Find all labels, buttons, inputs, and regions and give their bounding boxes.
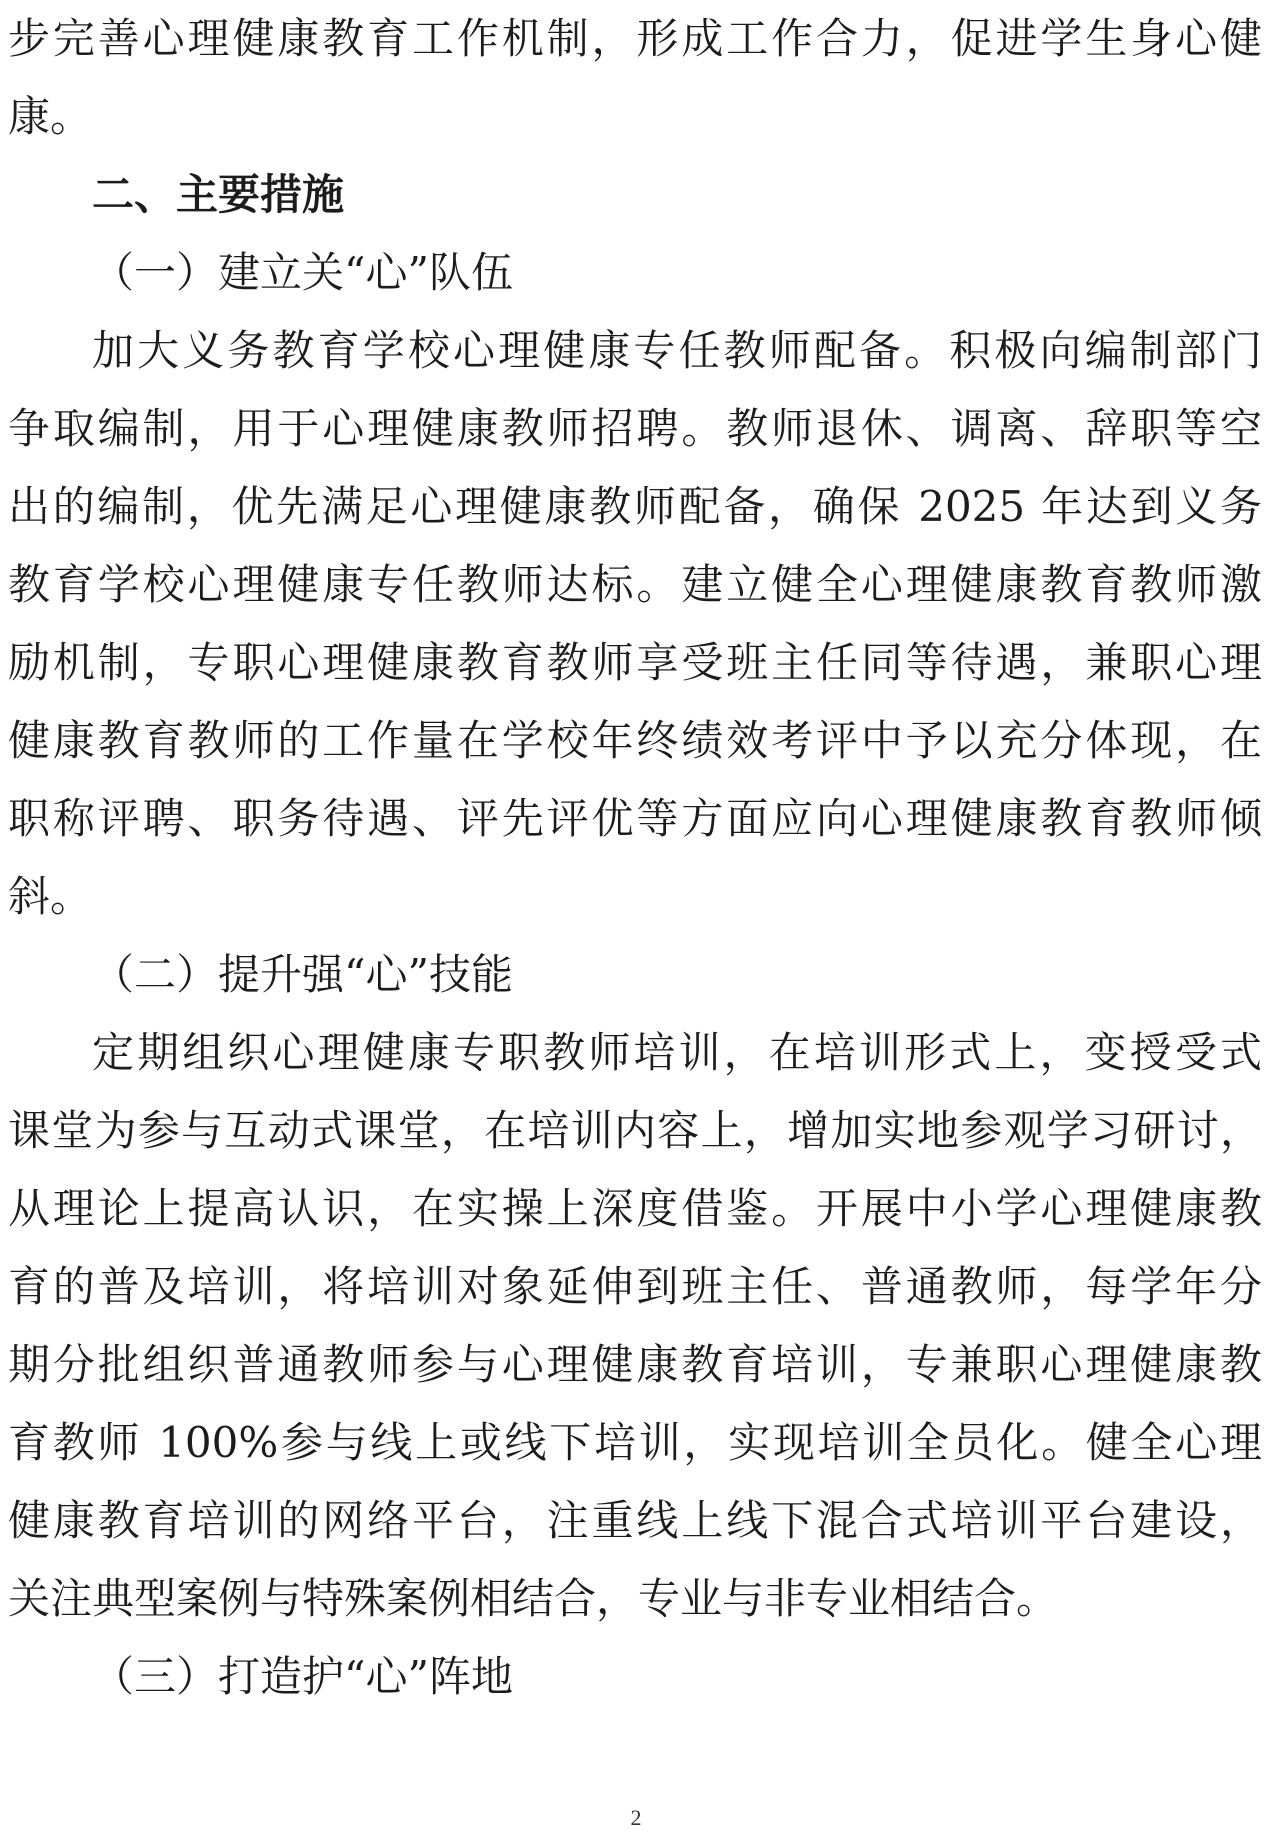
paragraph-line: 健康教育教师的工作量在学校年终绩效考评中予以充分体现，在 [8, 716, 1262, 765]
paragraph-line: 健康教育培训的网络平台，注重线上线下混合式培训平台建设， [8, 1496, 1262, 1545]
paragraph-line: 励机制，专职心理健康教育教师享受班主任同等待遇，兼职心理 [8, 638, 1262, 687]
subsection-heading: （二）提升强“心”技能 [92, 950, 513, 999]
paragraph-line: 定期组织心理健康专职教师培训，在培训形式上，变授受式 [92, 1028, 1262, 1077]
paragraph-line: 职称评聘、职务待遇、评先评优等方面应向心理健康教育教师倾 [8, 794, 1262, 843]
paragraph-line: 步完善心理健康教育工作机制，形成工作合力，促进学生身心健 [8, 14, 1262, 63]
paragraph-line: 关注典型案例与特殊案例相结合，专业与非专业相结合。 [8, 1574, 1059, 1623]
paragraph-line: 育的普及培训，将培训对象延伸到班主任、普通教师，每学年分 [8, 1262, 1262, 1311]
page-number: 2 [630, 1805, 642, 1830]
document-body [8, 0, 1262, 1716]
paragraph-line: 期分批组织普通教师参与心理健康教育培训，专兼职心理健康教 [8, 1340, 1262, 1389]
paragraph-line: 争取编制，用于心理健康教师招聘。教师退休、调离、辞职等空 [8, 404, 1262, 453]
paragraph-line: 课堂为参与互动式课堂，在培训内容上，增加实地参观学习研讨， [8, 1106, 1262, 1155]
paragraph-line: 康。 [8, 92, 93, 141]
paragraph-line: 教育学校心理健康专任教师达标。建立健全心理健康教育教师激 [8, 560, 1262, 609]
section-heading: 二、主要措施 [92, 170, 345, 219]
paragraph-line: 加大义务教育学校心理健康专任教师配备。积极向编制部门 [92, 326, 1262, 375]
subsection-heading: （一）建立关“心”队伍 [92, 248, 513, 297]
paragraph-line: 从理论上提高认识，在实操上深度借鉴。开展中小学心理健康教 [8, 1184, 1262, 1233]
paragraph-line: 出的编制，优先满足心理健康教师配备，确保 2025 年达到义务 [8, 482, 1262, 531]
paragraph-line: 育教师 100%参与线上或线下培训，实现培训全员化。健全心理 [8, 1418, 1262, 1467]
paragraph-line: 斜。 [8, 872, 93, 921]
subsection-heading: （三）打造护“心”阵地 [92, 1652, 513, 1701]
